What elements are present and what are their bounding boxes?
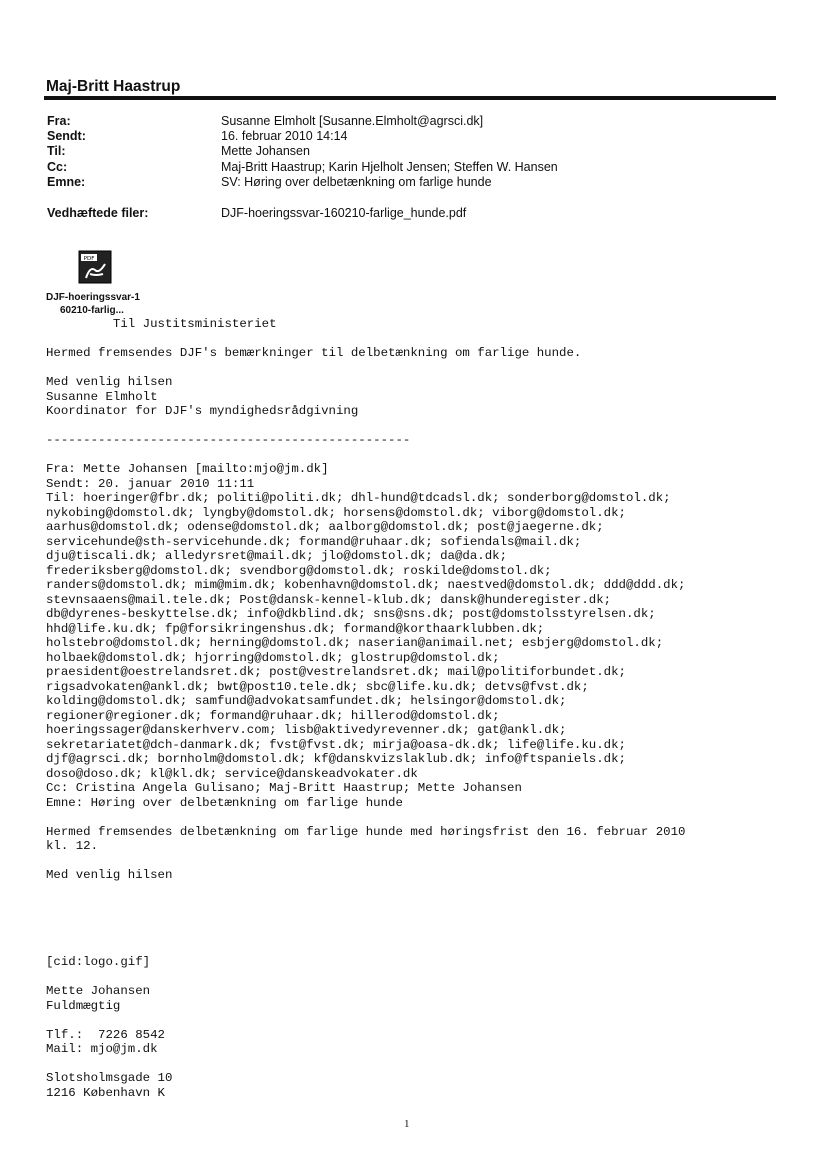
body-line: Til: hoeringer@fbr.dk; politi@politi.dk; dhl-hund@tdcadsl.dk; sonderborg@domstol.dk; bbox=[46, 491, 671, 505]
body-line: Hermed fremsendes DJF's bemærkninger til delbetænkning om farlige hunde. bbox=[46, 346, 582, 360]
body-line: Slotsholmsgade 10 bbox=[46, 1071, 173, 1085]
page-number: 1 bbox=[404, 1118, 410, 1130]
body-line: Med venlig hilsen bbox=[46, 375, 173, 389]
body-line: ------------------------------------------------- bbox=[46, 433, 411, 447]
body-line: kolding@domstol.dk; samfund@advokatsamfundet.dk; helsingor@domstol.dk; bbox=[46, 694, 567, 708]
body-line: hhd@life.ku.dk; fp@forsikringenshus.dk; formand@korthaarklubben.dk; bbox=[46, 621, 545, 636]
body-line: Fra: Mette Johansen [mailto:mjo@jm.dk] bbox=[46, 462, 329, 476]
body-line: randers@domstol.dk; mim@mim.dk; kobenhavn@domstol.dk; naestved@domstol.dk; ddd@ddd.dk; bbox=[46, 578, 686, 592]
body-line: Cc: Cristina Angela Gulisano; Maj-Britt Haastrup; Mette Johansen bbox=[46, 781, 522, 795]
body-line: dju@tiscali.dk; alledyrsret@mail.dk; jlo@domstol.dk; da@da.dk; bbox=[46, 549, 508, 563]
body-line: db@dyrenes-beskyttelse.dk; info@dkblind.dk; sns@sns.dk; post@domstolsstyrelsen.dk; bbox=[46, 607, 656, 621]
body-line: Med venlig hilsen bbox=[46, 868, 173, 882]
body-line: kl. 12. bbox=[46, 839, 99, 853]
body-line: holstebro@domstol.dk; herning@domstol.dk; naserian@animail.net; esbjerg@domstol.dk; bbox=[46, 636, 664, 650]
sent-label: Sendt: bbox=[47, 129, 86, 143]
body-line: [cid:logo.gif] bbox=[46, 955, 151, 969]
body-line: Fuldmægtig bbox=[46, 998, 121, 1013]
body-line: 1216 København K bbox=[46, 1085, 165, 1100]
to-value: Mette Johansen bbox=[221, 144, 310, 158]
attachments-value[interactable]: DJF-hoeringssvar-160210-farlige_hunde.pdf bbox=[221, 206, 467, 220]
body-line: stevnsaaens@mail.tele.dk; Post@dansk-kennel-klub.dk; dansk@hunderegister.dk; bbox=[46, 592, 612, 607]
body-line: regioner@regioner.dk; formand@ruhaar.dk; hillerod@domstol.dk; bbox=[46, 708, 500, 723]
cc-label: Cc: bbox=[47, 160, 68, 174]
header-divider bbox=[44, 96, 776, 100]
pdf-icon-label: PDF bbox=[83, 256, 95, 262]
body-line: djf@agrsci.dk; bornholm@domstol.dk; kf@danskvizslaklub.dk; info@ftspaniels.dk; bbox=[46, 752, 626, 766]
body-line: nykobing@domstol.dk; lyngby@domstol.dk; horsens@domstol.dk; viborg@domstol.dk; bbox=[46, 505, 626, 520]
attachments-label: Vedhæftede filer: bbox=[47, 206, 149, 220]
body-line: frederiksberg@domstol.dk; svendborg@domstol.dk; roskilde@domstol.dk; bbox=[46, 563, 552, 578]
pdf-file-icon[interactable] bbox=[78, 250, 112, 284]
body-line: Til Justitsministeriet bbox=[46, 317, 277, 331]
body-line: Sendt: 20. januar 2010 11:11 bbox=[46, 476, 255, 491]
to-label: Til: bbox=[47, 144, 66, 158]
body-line: hoeringssager@danskerhverv.com; lisb@aktivedyrevenner.dk; gat@ankl.dk; bbox=[46, 723, 567, 737]
body-line: Koordinator for DJF's myndighedsrådgivning bbox=[46, 404, 359, 418]
body-line: doso@doso.dk; kl@kl.dk; service@danskeadvokater.dk bbox=[46, 766, 418, 781]
body-line: Mette Johansen bbox=[46, 984, 151, 998]
body-line: rigsadvokaten@ankl.dk; bwt@post10.tele.dk; sbc@life.ku.dk; detvs@fvst.dk; bbox=[46, 679, 589, 694]
from-label: Fra: bbox=[47, 114, 71, 128]
sender-name: Maj-Britt Haastrup bbox=[46, 78, 181, 95]
subject-label: Emne: bbox=[47, 175, 86, 189]
attachment-caption-line2[interactable]: 60210-farlig... bbox=[60, 305, 124, 316]
attachment-caption-line1[interactable]: DJF-hoeringssvar-1 bbox=[46, 292, 140, 303]
cc-value: Maj-Britt Haastrup; Karin Hjelholt Jensen; Steffen W. Hansen bbox=[221, 160, 558, 174]
body-line: aarhus@domstol.dk; odense@domstol.dk; aalborg@domstol.dk; post@jaegerne.dk; bbox=[46, 520, 604, 534]
body-line: Tlf.: 7226 8542 bbox=[46, 1027, 165, 1042]
body-line: servicehunde@sth-servicehunde.dk; formand@ruhaar.dk; sofiendals@mail.dk; bbox=[46, 534, 582, 549]
body-line: Susanne Elmholt bbox=[46, 389, 158, 404]
body-line: Emne: Høring over delbetænkning om farlige hunde bbox=[46, 795, 403, 810]
body-line: Hermed fremsendes delbetænkning om farlige hunde med høringsfrist den 16. februar 2010 bbox=[46, 824, 686, 839]
sent-value: 16. februar 2010 14:14 bbox=[221, 129, 348, 143]
body-line: Mail: mjo@jm.dk bbox=[46, 1042, 158, 1056]
subject-value: SV: Høring over delbetænkning om farlige hunde bbox=[221, 175, 492, 189]
body-line: sekretariatet@dch-danmark.dk; fvst@fvst.dk; mirja@oasa-dk.dk; life@life.ku.dk; bbox=[46, 737, 626, 752]
body-line: praesident@oestrelandsret.dk; post@vestrelandsret.dk; mail@politiforbundet.dk; bbox=[46, 665, 626, 679]
from-value: Susanne Elmholt [Susanne.Elmholt@agrsci.dk] bbox=[221, 114, 484, 128]
body-line: holbaek@domstol.dk; hjorring@domstol.dk; glostrup@domstol.dk; bbox=[46, 650, 500, 665]
